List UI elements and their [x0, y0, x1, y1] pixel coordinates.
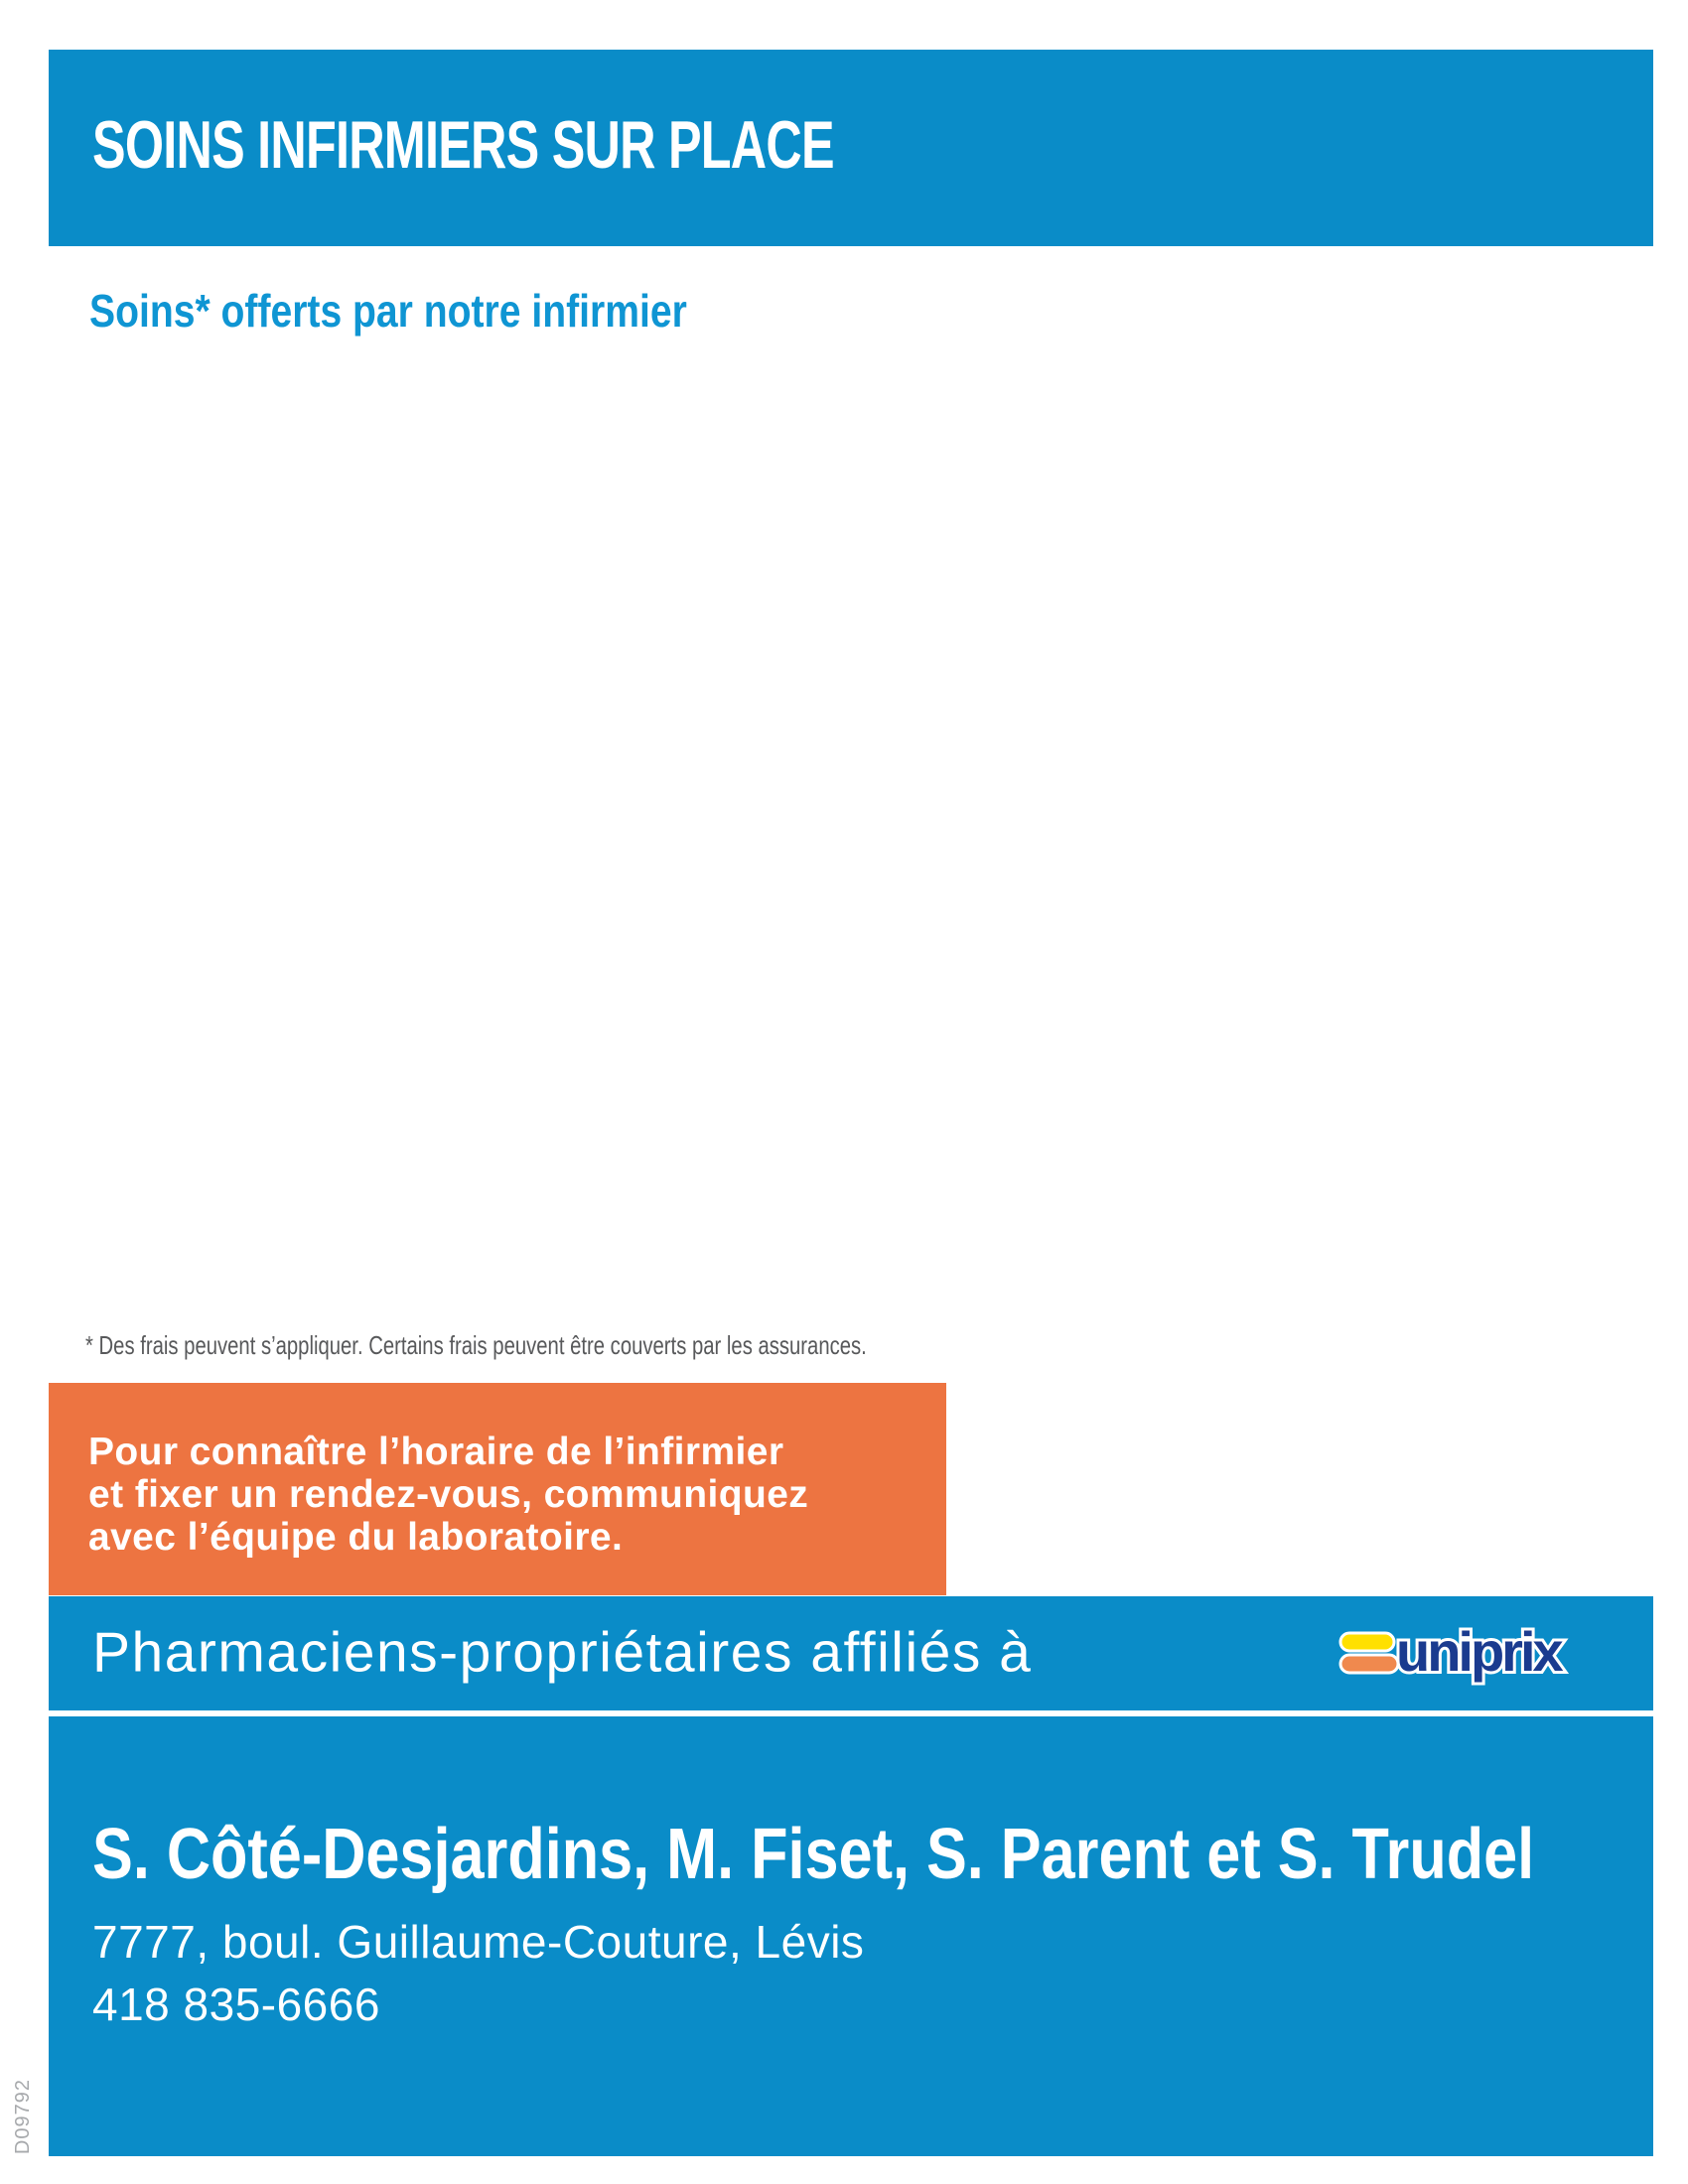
services-subtitle: Soins* offerts par notre infirmier [89, 285, 687, 337]
page-title: SOINS INFIRMIERS SUR PLACE [92, 106, 834, 183]
pharmacy-footer [49, 1716, 1653, 2156]
pharmacy-phone: 418 835-6666 [92, 1979, 380, 2030]
callout-line-2: et fixer un rendez-vous, communiquez [88, 1473, 809, 1516]
print-code: D09792 [12, 2078, 34, 2154]
appointment-callout-text [88, 1431, 808, 1559]
callout-line-3: avec l’équipe du laboratoire. [88, 1516, 624, 1559]
uniprix-flag-icon [1340, 1633, 1398, 1673]
uniprix-wordmark: uniprix [1396, 1620, 1561, 1683]
affiliation-label: Pharmaciens-propriétaires affiliés à [92, 1620, 1033, 1685]
affiliation-band [49, 1596, 1653, 1710]
header-banner [49, 50, 1653, 246]
pharmacy-address: 7777, boul. Guillaume-Couture, Lévis [92, 1916, 865, 1968]
footnote-text: * Des frais peuvent s’appliquer. Certains frais peuvent être couverts par les assurances. [85, 1330, 867, 1360]
callout-line-1: Pour connaître l’horaire de l’infirmier [88, 1431, 784, 1473]
pharmacy-owners: S. Côté-Desjardins, M. Fiset, S. Parent et S. Trudel [92, 1815, 1535, 1894]
appointment-callout [49, 1383, 946, 1595]
uniprix-logo [1338, 1620, 1599, 1710]
